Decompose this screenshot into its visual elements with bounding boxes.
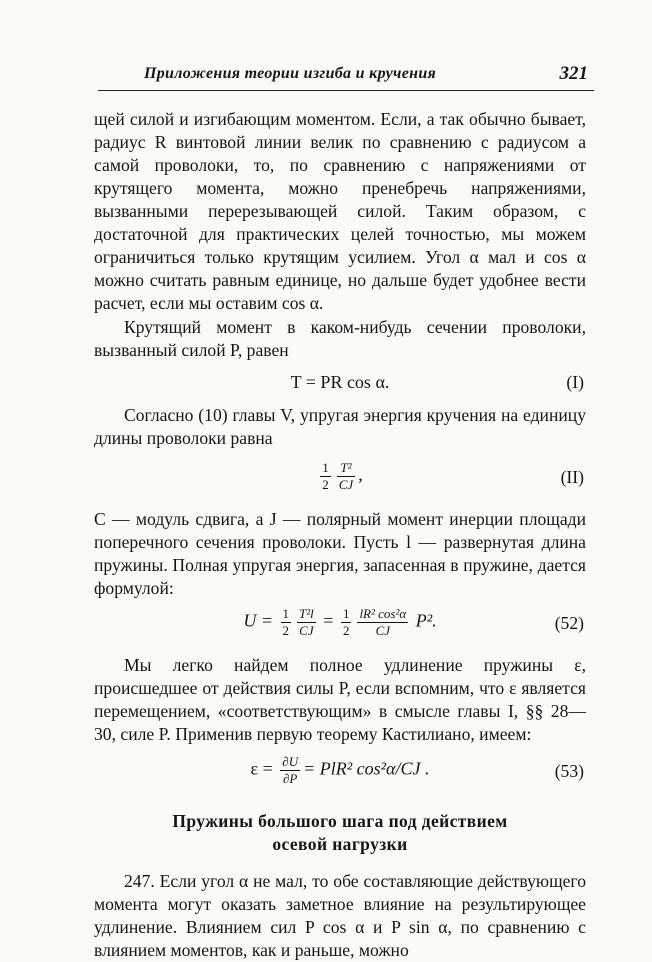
equation-I [94, 371, 586, 394]
equation-I-number: (I) [566, 372, 584, 392]
section-heading [94, 810, 586, 856]
paragraph-6: 247. Если угол α не мал, то обе составляющие действующего момента могут оказать заметное влияние на результирующее удлинение. Влиянием сил P cos α и P sin α, по сравнению с влиянием моментов, как и раньше, можно [94, 871, 586, 960]
equation-II-number: (II) [560, 467, 584, 487]
equation-II [94, 462, 586, 498]
equation-52 [94, 608, 586, 644]
equation-52-expr: U = $\frac{1}{2}$ $\frac{\text{T²l}}{CJ}$ = $\frac{1}{2}$ $\frac{\text{lR² cos²α}}{CJ}$ P². [243, 606, 437, 638]
section-title-line-2: осевой нагрузки [272, 834, 408, 854]
fraction-T2-over-CJ: $\frac{\text{T²}}{CJ}$ [338, 460, 354, 492]
page-body [94, 108, 586, 962]
equation-53-number: (53) [554, 761, 584, 781]
fraction-one-half: $\frac{1}{2}$ [322, 460, 329, 492]
equation-53-expr: ε = $\frac{\partial U}{\partial P}$ = PlR² cos²α/CJ . [250, 754, 430, 786]
equation-II-expr: $\frac{1}{2}$ $\frac{\text{T²}}{CJ}$ , [322, 460, 363, 492]
paragraph-2: Крутящий момент в каком-нибудь сечении проволоки, вызванный силой P, равен [94, 317, 586, 360]
equation-52-number: (52) [554, 613, 584, 633]
section-title-line-1: Пружины большого шага под действием [172, 811, 508, 831]
paragraph-5: Мы легко найдем полное удлинение пружины ε, происшедшее от действия силы P, если вспомним, что ε является перемещением, «соответствующим» в смысле главы I, §§ 28—30, силе P. Применив первую теорему Кастилиано, имеем: [94, 655, 586, 744]
page-number: 321 [559, 63, 588, 84]
running-header [98, 64, 594, 91]
paragraph-3: Согласно (10) главы V, упругая энергия кручения на единицу длины проволоки равна [94, 405, 586, 448]
paragraph-4: C — модуль сдвига, а J — полярный момент инерции площади поперечного сечения проволоки. Пусть l — развернутая длина пружины. Полная упругая энергия, запасенная в пружине, дается формулой: [94, 509, 586, 598]
paragraph-1: щей силой и изгибающим моментом. Если, а так обычно бывает, радиус R винтовой линии велик по сравнению с радиусом a самой проволоки, то, по сравнению с напряжениями от крутящего момента, можно пренебречь напряжениями, вызванными перерезывающей силой. Таким образом, с достаточной для практических целей точностью, мы можем ограничиться только крутящим усилием. Угол α мал и cos α можно считать равным единице, но дальше будет удобнее вести расчет, если мы оставим cos α. [94, 109, 586, 313]
equation-I-expr: T = PR cos α. [290, 372, 390, 392]
equation-53 [94, 756, 586, 792]
header-title: Приложения теории изгиба и кручения [144, 65, 437, 82]
